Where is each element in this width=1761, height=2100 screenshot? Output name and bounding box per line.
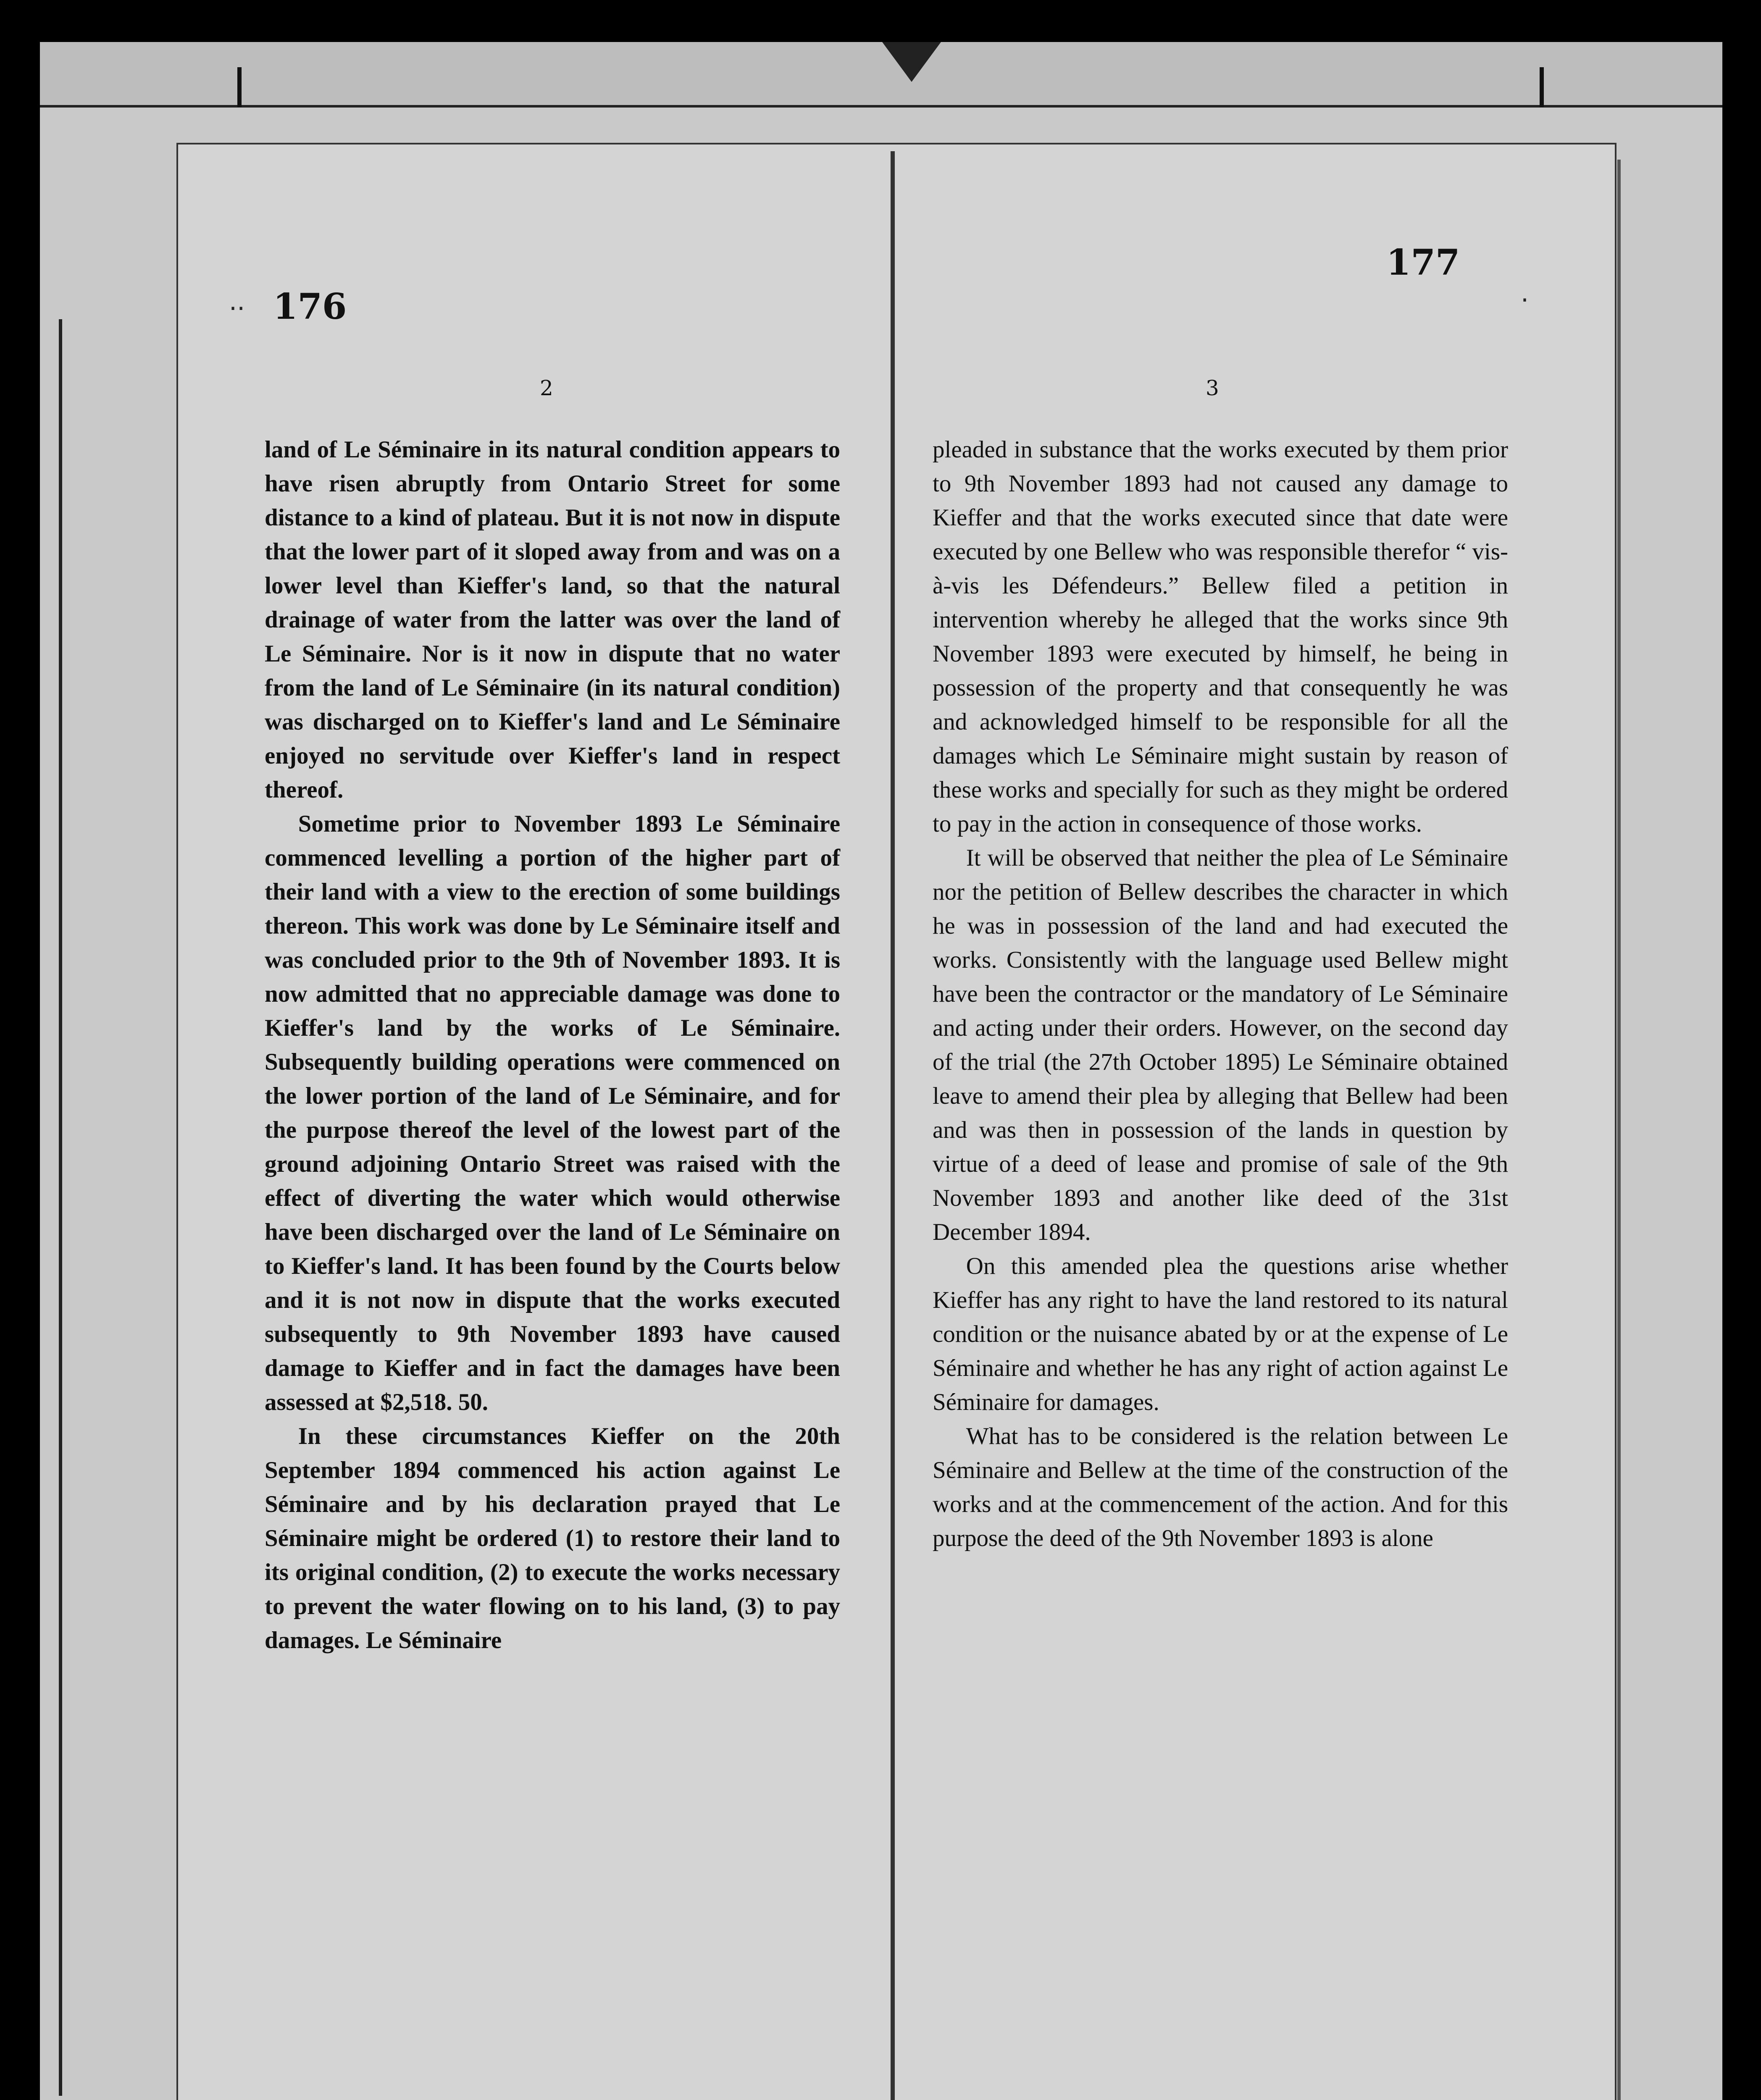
paragraph: What has to be considered is the relation between Le Séminaire and Bellew at the time of the construction of the works and at the commencement of the action. And for this purpose the deed of the 9th November 1893 is alone (933, 1423, 1508, 1551)
column-number-left: 2 (540, 376, 553, 400)
binding-edge-right (1617, 160, 1621, 2100)
page-gutter (891, 151, 895, 2100)
right-page-text (933, 433, 1508, 1555)
paragraph: Sometime prior to November 1893 Le Séminaire commenced levelling a portion of the higher part of their land with a view to the erection of some buildings thereon. This work was done by Le Séminaire itself and was concluded prior to the 9th of November 1893. It is now admitted that no appreciable damage was done to Kieffer's land by the works of Le Séminaire. Subsequently building operations were commenced on the lower portion of the land of Le Séminaire, and for the purpose thereof the level of the lowest part of the ground adjoining Ontario Street was raised with the effect of diverting the water which would otherwise have been discharged over the land of Le Séminaire on to Kieffer's land. It has been found by the Courts below and it is not now in dispute that the works executed subsequently to 9th November 1893 have caused damage to Kieffer and in fact the damages have been assessed at $2,518. 50. (265, 811, 840, 1415)
margin-mark: ·· (229, 294, 245, 323)
margin-mark: · (1521, 286, 1529, 315)
paragraph: On this amended plea the questions arise whether Kieffer has any right to have the land restored to its natural condition or the nuisance abated by or at the expense of Le Séminaire and whether he has any right of action against Le Séminaire for damages. (933, 1253, 1508, 1415)
paragraph: In these circumstances Kieffer on the 20th September 1894 commenced his action against Le Séminaire and by his declaration prayed that Le Séminaire might be ordered (1) to restore their land to its original condition, (2) to execute the works necessary to prevent the water flowing on to his land, (3) to pay damages. Le Séminaire (265, 1423, 840, 1654)
paragraph: It will be observed that neither the plea of Le Séminaire nor the petition of Bellew describes the character in which he was in possession of the land and had executed the works. Consistently with the language used Bellew might have been the contractor or the mandatory of Le Séminaire and acting under their orders. However, on the second day of the trial (the 27th October 1895) Le Séminaire obtained leave to amend their plea by alleging that Bellew had been and was then in possession of the lands in question by virtue of a deed of lease and promise of sale of the 9th November 1893 and another like deed of the 31st December 1894. (933, 845, 1508, 1245)
paragraph: pleaded in substance that the works executed by them prior to 9th November 1893 had not caused any damage to Kieffer and that the works executed since that date were executed by one Bellew who was responsible therefor “ vis-à-vis les Défendeurs.” Bellew filed a petition in intervention whereby he alleged that the works since 9th November 1893 were executed by himself, he being in possession of the property and that consequently he was and acknowledged himself to be responsible for all the damages which Le Séminaire might sustain by reason of these works and specially for such as they might be ordered to pay in the action in consequence of those works. (933, 436, 1508, 837)
binding-edge-left (59, 319, 62, 2096)
frame-tick-right (1540, 67, 1544, 107)
page-number-left: 176 (273, 286, 347, 327)
frame-notch (882, 42, 941, 82)
left-page-text (265, 433, 840, 1657)
column-number-right: 3 (1206, 376, 1219, 400)
page-number-right: 177 (1386, 242, 1460, 283)
frame-tick-left (237, 67, 242, 107)
film-strip-header (40, 42, 1722, 108)
paragraph: land of Le Séminaire in its natural condition appears to have risen abruptly from Ontario Street for some distance to a kind of plateau. But it is not now in dispute that the lower part of it sloped away from and was on a lower level than Kieffer's land, so that the natural drainage of water from the latter was over the land of Le Séminaire. Nor is it now in dispute that no water from the land of Le Séminaire (in its natural condition) was discharged on to Kieffer's land and Le Séminaire enjoyed no servitude over Kieffer's land in respect thereof. (265, 436, 840, 803)
